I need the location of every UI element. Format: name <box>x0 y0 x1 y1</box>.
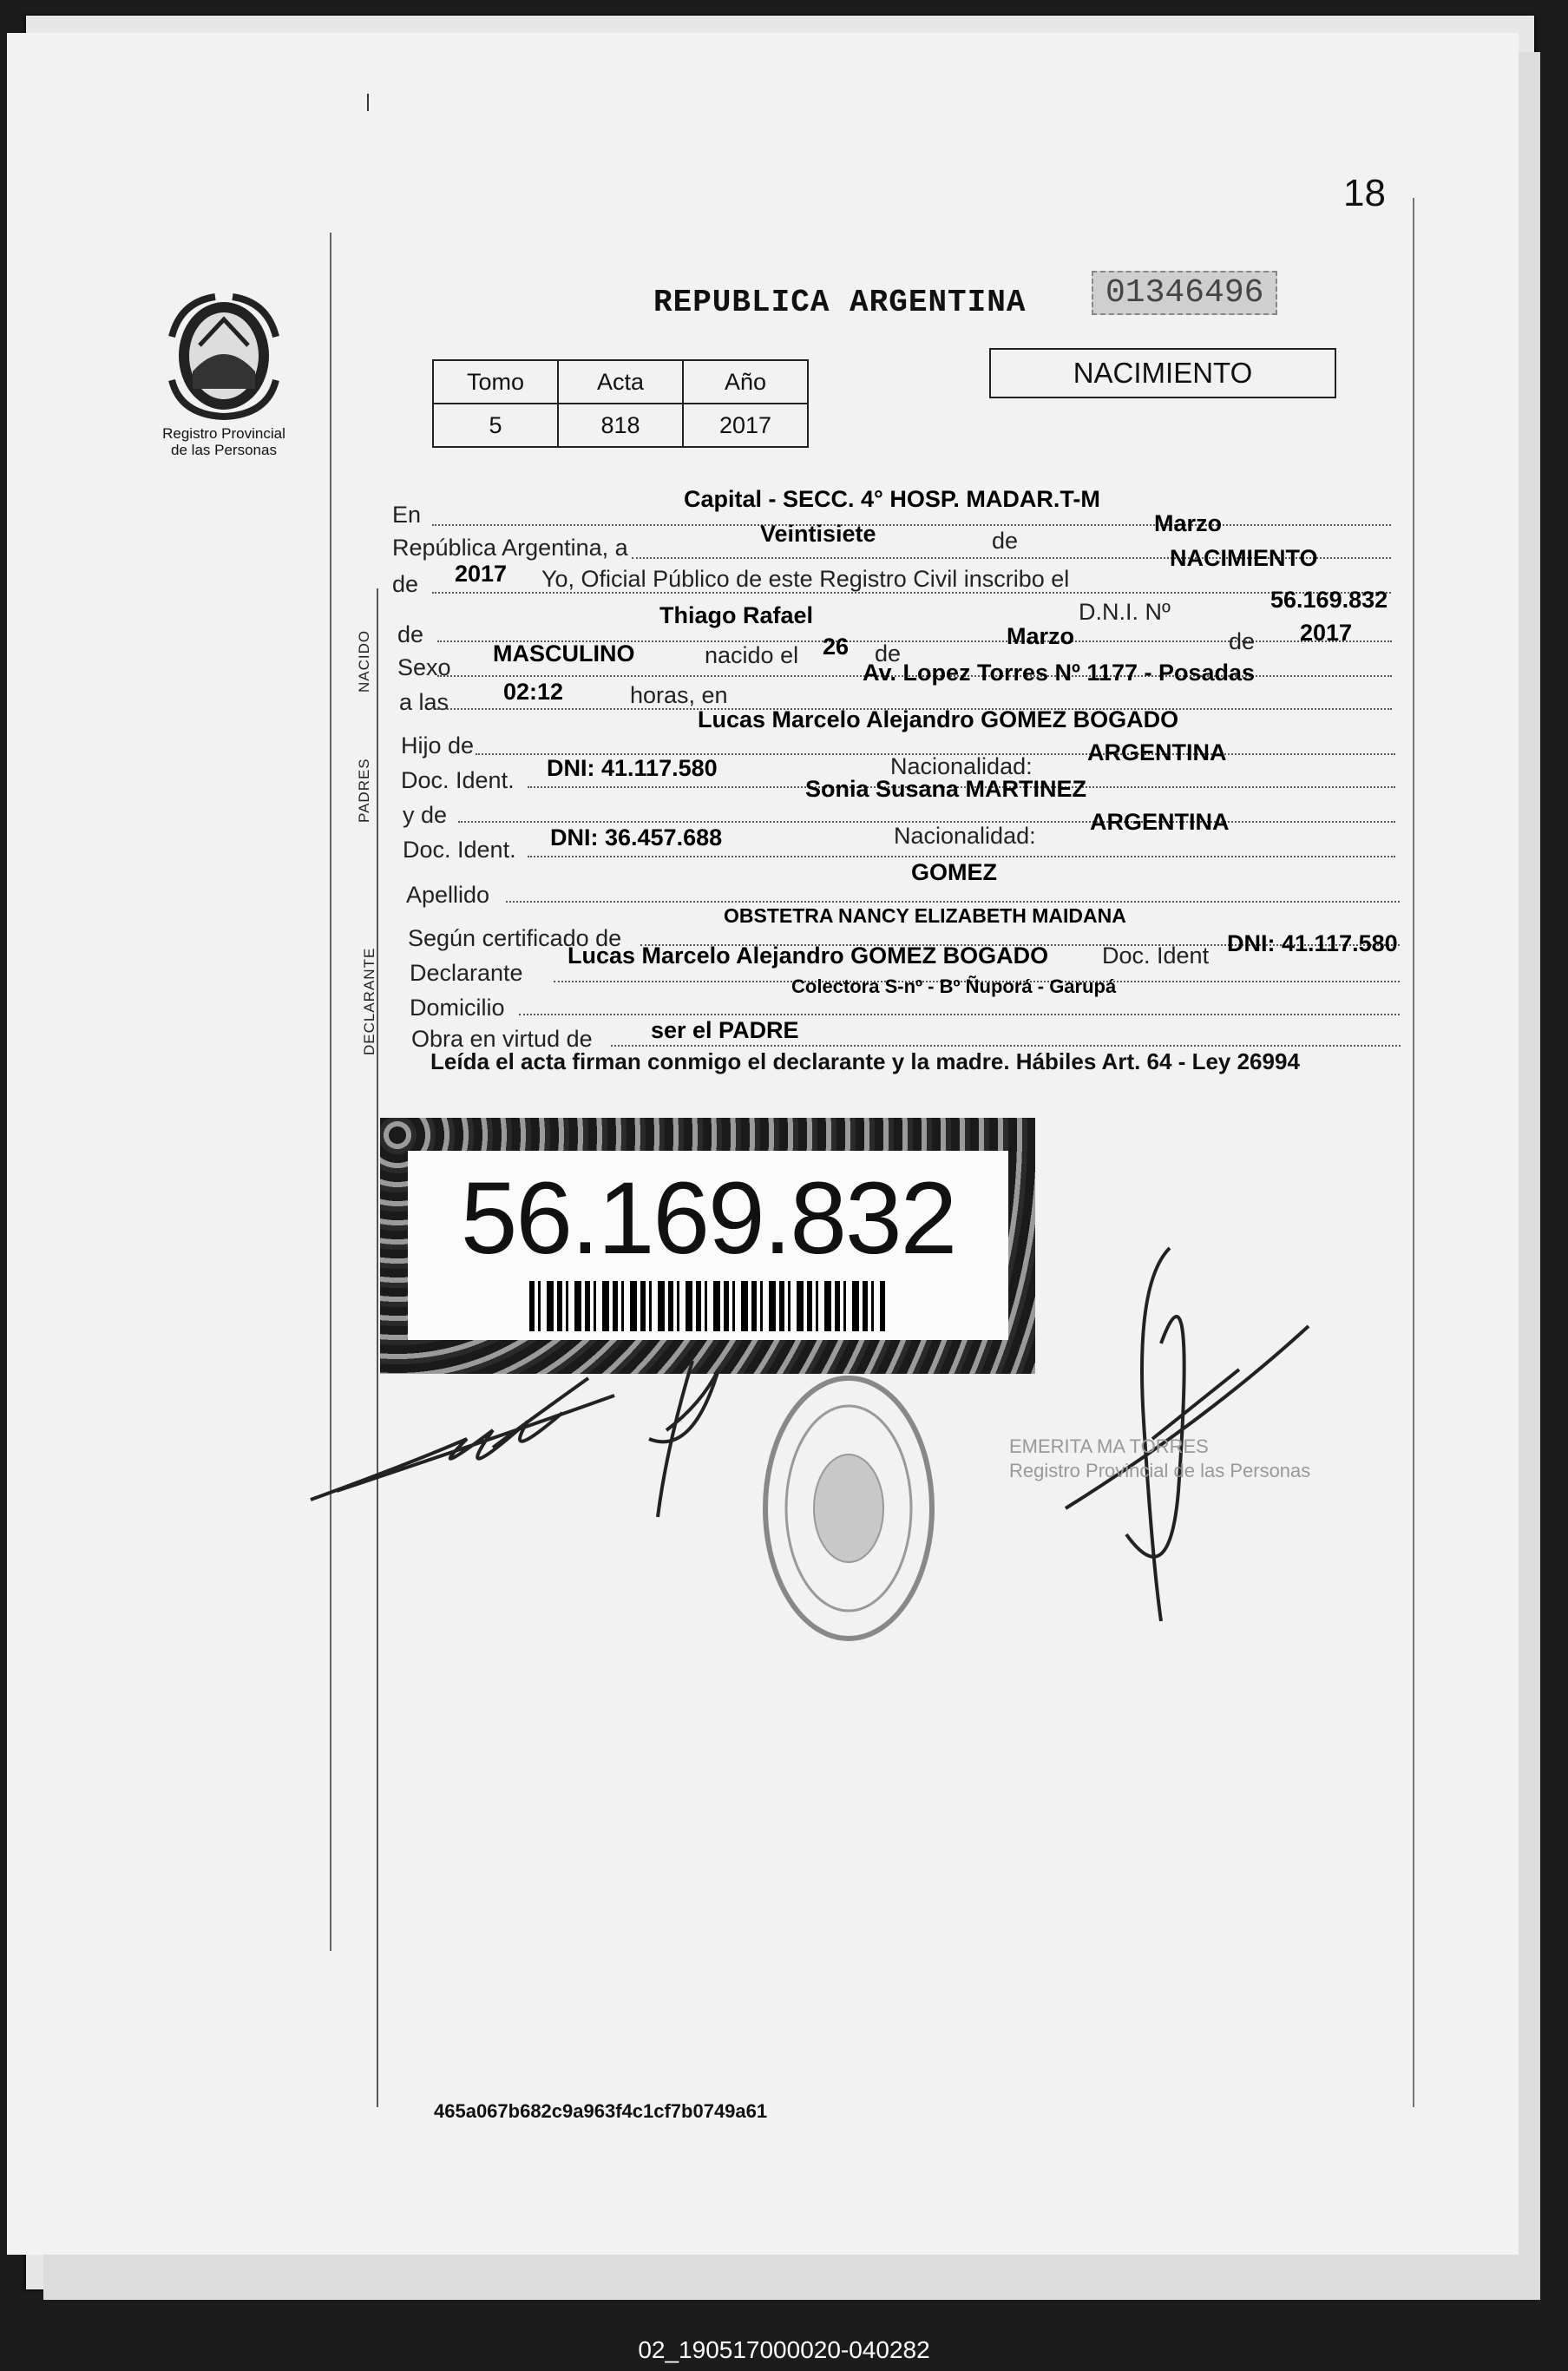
obra-value: ser el PADRE <box>651 1017 799 1043</box>
id-number-sticker <box>380 1118 1035 1374</box>
apellido-label: Apellido <box>406 882 490 908</box>
declarant-name-value: Lucas Marcelo Alejandro GOMEZ BOGADO <box>567 942 1049 969</box>
crest-caption <box>120 425 328 458</box>
right-rule <box>1413 198 1414 2107</box>
birth-month-value: Marzo <box>1007 623 1075 649</box>
doc-ident-label: Doc. Ident. <box>401 767 515 793</box>
horas-en-label: horas, en <box>630 682 728 708</box>
record-type-box: NACIMIENTO <box>989 348 1336 398</box>
dni-value: 56.169.832 <box>1270 587 1388 613</box>
file-label: 02_190517000020-040282 <box>638 2336 930 2363</box>
declarante-side-label: DECLARANTE <box>361 947 377 1055</box>
crest-caption-line2: de las Personas <box>171 442 277 458</box>
child-name-value: Thiago Rafael <box>659 602 814 628</box>
dni-label: D.N.I. Nº <box>1079 599 1171 625</box>
declarant-doc-label: Doc. Ident <box>1102 942 1210 969</box>
father-nationality-value: ARGENTINA <box>1087 739 1227 765</box>
sticker-number: 56.169.832 <box>460 1161 956 1276</box>
sexo-label: Sexo <box>397 654 451 680</box>
sticker-label <box>408 1151 1008 1340</box>
officer-stamp <box>1009 1435 1310 1483</box>
en-label: En <box>392 502 422 528</box>
table-value-acta: 818 <box>558 404 683 447</box>
inscribo-value: NACIMIENTO <box>1170 545 1318 571</box>
day-value: Veintisiete <box>760 521 876 547</box>
father-name-value: Lucas Marcelo Alejandro GOMEZ BOGADO <box>698 706 1179 732</box>
crest-caption-line1: Registro Provincial <box>162 425 285 442</box>
birth-place-value: Av. Lopez Torres Nº 1177 - Posadas <box>863 660 1256 686</box>
registry-table <box>432 359 809 448</box>
form-rule <box>377 588 378 2107</box>
margin-tick <box>367 94 369 111</box>
year-value: 2017 <box>455 561 508 587</box>
dotted-line <box>432 524 1391 526</box>
birth-year-value: 2017 <box>1300 620 1353 646</box>
nacionalidad-label-2: Nacionalidad: <box>894 823 1036 849</box>
doc-ident-label-2: Doc. Ident. <box>403 837 516 863</box>
mother-doc-value: DNI: 36.457.688 <box>550 824 723 851</box>
serial-number-stamp: 01346496 <box>1092 271 1277 315</box>
misiones-crest-icon <box>154 285 293 424</box>
page-number: 18 <box>1343 172 1386 214</box>
certificate-value: OBSTETRA NANCY ELIZABETH MAIDANA <box>724 904 1126 927</box>
domicilio-label: Domicilio <box>410 995 505 1021</box>
table-header-tomo: Tomo <box>433 360 558 404</box>
margin-rule <box>330 233 331 1951</box>
signature-declarant <box>632 1352 736 1526</box>
hour-value: 02:12 <box>503 679 564 705</box>
surname-value: GOMEZ <box>911 859 997 885</box>
table-value-anio: 2017 <box>683 404 808 447</box>
de-label-4: de <box>875 640 902 667</box>
document-page <box>7 33 1519 2255</box>
domicilio-value: Colectora S-nº - Bº Ñuporá - Garupá <box>791 975 1117 997</box>
padres-side-label: PADRES <box>356 758 372 823</box>
de-label-5: de <box>1229 628 1256 654</box>
document-title: REPUBLICA ARGENTINA <box>653 285 1027 320</box>
mother-nationality-value: ARGENTINA <box>1090 809 1230 835</box>
round-seal-stamp <box>758 1369 940 1647</box>
de-label: de <box>992 528 1019 554</box>
table-value-tomo: 5 <box>433 404 558 447</box>
dotted-line <box>519 1014 1400 1015</box>
obra-label: Obra en virtud de <box>411 1026 593 1052</box>
nacido-el-label: nacido el <box>705 642 799 668</box>
sexo-value: MASCULINO <box>493 640 635 667</box>
place-value: Capital - SECC. 4° HOSP. MADAR.T-M <box>684 486 1100 512</box>
declarant-doc-value: DNI: 41.117.580 <box>1227 930 1398 956</box>
closing-statement: Leída el acta firman conmigo el declarante y la madre. Hábiles Art. 64 - Ley 26994 <box>430 1048 1300 1074</box>
declarante-label: Declarante <box>410 960 523 986</box>
officer-stamp-office: Registro Provincial de las Personas <box>1009 1460 1311 1481</box>
signature-mother <box>302 1361 666 1534</box>
dotted-line <box>432 592 1391 594</box>
barcode-icon <box>529 1281 885 1331</box>
nacionalidad-label: Nacionalidad: <box>890 753 1033 779</box>
de-label-2: de <box>392 571 419 597</box>
birth-day-value: 26 <box>823 634 850 660</box>
oficial-text: Yo, Oficial Público de este Registro Civil inscribo el <box>541 566 1070 592</box>
mother-name-value: Sonia Susana MARTINEZ <box>805 776 1087 802</box>
de-label-3: de <box>397 621 424 647</box>
father-doc-value: DNI: 41.117.580 <box>547 755 718 781</box>
officer-stamp-name: EMERITA MA TORRES <box>1009 1435 1209 1457</box>
republica-label: República Argentina, a <box>392 535 628 561</box>
y-de-label: y de <box>403 802 448 828</box>
month-value: Marzo <box>1154 510 1223 536</box>
a-las-label: a las <box>399 689 449 715</box>
dotted-line <box>506 901 1400 903</box>
hijo-de-label: Hijo de <box>401 732 475 759</box>
certificado-label: Según certificado de <box>408 925 622 951</box>
table-header-acta: Acta <box>558 360 683 404</box>
dotted-line <box>528 856 1395 857</box>
table-header-anio: Año <box>683 360 808 404</box>
nacido-side-label: NACIDO <box>356 629 372 693</box>
document-hash: 465a067b682c9a963f4c1cf7b0749a61 <box>434 2100 768 2122</box>
